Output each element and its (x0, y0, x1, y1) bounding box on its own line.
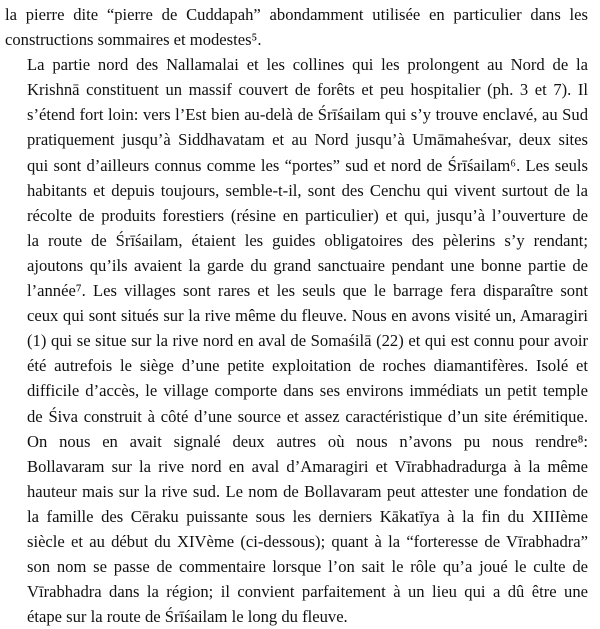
paragraph (5, 52, 588, 629)
text-line: la pierre dite “pierre de Cuddapah” abondamment utilisée en particulier dans les (5, 5, 588, 24)
text-line: Krishnā constituent un massif couvert de forêts et peu hospitalier (ph. 3 et 7). Il (27, 80, 588, 100)
text-line: récolte de produits forestiers (résine en particulier) et qui, jusqu’à l’ouverture de (27, 205, 588, 225)
text-line: hauteur mais sur la rive sud. Le nom de Bollavaram peut attester une fondation de (27, 481, 588, 501)
text-line: son nom se passe de commentaire lorsque l’on sait le rôle qu’a joué le culte de (27, 557, 588, 577)
text-line: On nous en avait signalé deux autres où nous n’avons pu nous rendre⁸: (27, 431, 588, 451)
text-line: été autrefois le siège d’une petite exploitation de roches diamantifères. Isolé et (27, 356, 588, 376)
text-line: Bollavaram sur la rive nord en aval d’Amaragiri et Vīrabhadradurga à la même (27, 456, 588, 476)
text-line: étape sur la route de Śrīśailam le long du fleuve. (27, 607, 348, 627)
text-line: constructions sommaires et modestes⁵. (5, 30, 262, 50)
text-line: s’étend fort loin: vers l’Est bien au-delà de Śrīśailam qui s’y trouve enclavé, au Sud (27, 105, 588, 125)
text-line: pratiquement jusqu’à Siddhavatam et au Nord jusqu’à Umāmaheśvar, deux sites (27, 130, 588, 150)
text-line: de Śiva construit à côté d’une source et assez caractéristique d’un site érémitique. (27, 406, 588, 426)
text-line: ceux qui sont situés sur la rive même du fleuve. Nous en avons visité un, Amaragiri (27, 306, 588, 326)
text-line: Vīrabhadra dans la région; il convient parfaitement à un lieu qui a dû être une (27, 582, 588, 602)
text-line: qui sont d’ailleurs connus comme les “portes” sud et nord de Śrīśailam⁶. Les seuls (27, 155, 588, 175)
text-line: la route de Śrīśailam, étaient les guides obligatoires des pèlerins s’y rendant; (27, 230, 588, 250)
text-line: la famille des Cēraku puissante sous les derniers Kākatīya à la fin du XIIIème (27, 506, 588, 526)
text-line: (1) qui se situe sur la rive nord en aval de Somaśilā (22) et qui est connu pour avoir (27, 331, 588, 351)
text-line: siècle et au début du XIVème (ci-dessous); quant à la “forteresse de Vīrabhadra” (27, 531, 588, 551)
text-line: ajoutons qu’ils avaient la garde du grand sanctuaire pendant une bonne partie de (27, 255, 588, 275)
paragraph (5, 2, 588, 52)
text-line: La partie nord des Nallamalai et les collines qui les prolongent au Nord de la (27, 55, 588, 75)
text-line: l’année⁷. Les villages sont rares et les seuls que le barrage fera disparaître sont (27, 281, 588, 301)
text-line: difficile d’accès, le village comporte dans ses environs immédiats un petit temple (27, 381, 588, 401)
text-line: habitants et depuis toujours, semble-t-il, sont des Cenchu qui vivent surtout de la (27, 180, 588, 200)
